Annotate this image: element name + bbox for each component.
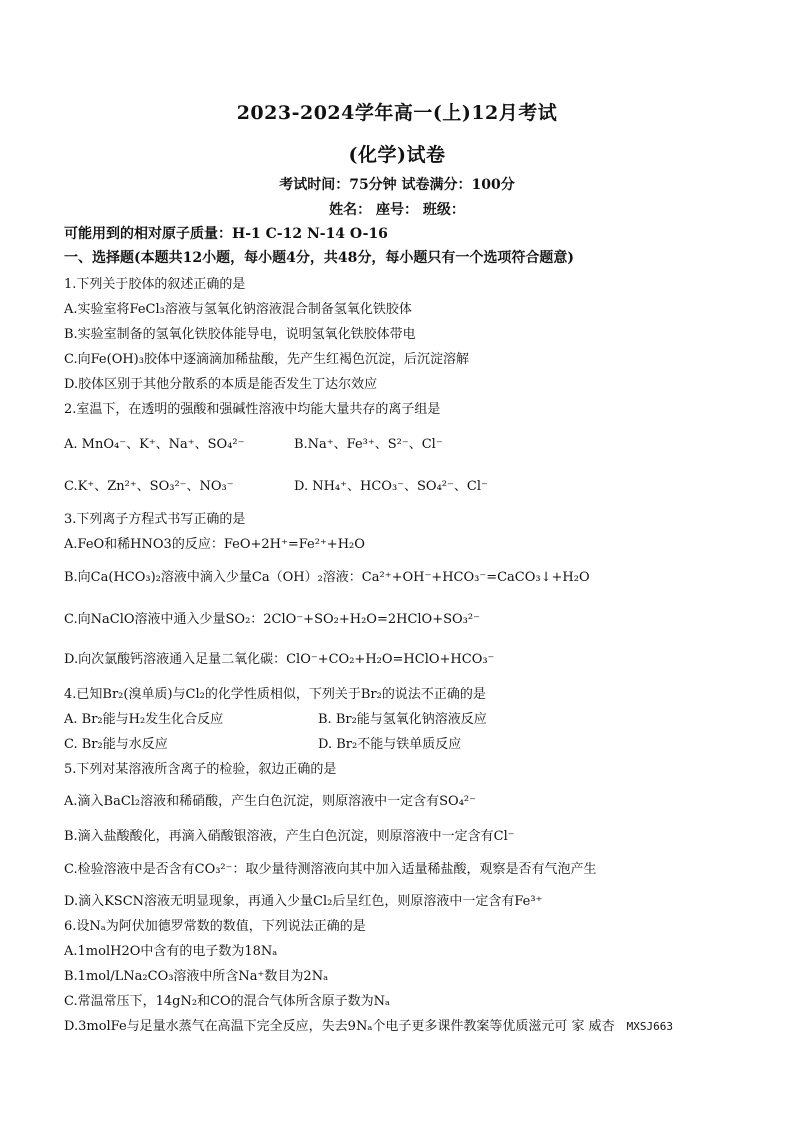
q1-option-a: A.实验室将FeCl₃溶液与氢氧化钠溶液混合制备氢氧化铁胶体 bbox=[64, 302, 412, 317]
q3-stem: 3.下列离子方程式书写正确的是 bbox=[64, 512, 246, 527]
q2-option-b: B.Na⁺、Fe³⁺、S²⁻、Cl⁻ bbox=[294, 437, 443, 452]
q6-option-d: D.3molFe与足量水蒸气在高温下完全反应，失去9Nₐ个电子 bbox=[64, 1019, 412, 1034]
q4-option-b: B. Br₂能与氢氧化钠溶液反应 bbox=[318, 712, 487, 727]
q2-option-c: C.K⁺、Zn²⁺、SO₃²⁻、NO₃⁻ bbox=[64, 479, 234, 494]
q2-option-d: D. NH₄⁺、HCO₃⁻、SO₄²⁻、Cl⁻ bbox=[294, 479, 488, 494]
q6-option-a: A.1molH2O中含有的电子数为18Nₐ bbox=[64, 944, 278, 959]
atomic-mass-line: 可能用到的相对原子质量：H-1 C-12 N-14 O-16 bbox=[64, 226, 388, 242]
q6-option-c: C.常温常压下，14gN₂和CO的混合气体所含原子数为Nₐ bbox=[64, 994, 391, 1009]
student-info: 姓名： 座号： 班级： bbox=[329, 202, 465, 218]
q1-option-c: C.向Fe(OH)₃胶体中逐滴滴加稀盐酸，先产生红褐色沉淀，后沉淀溶解 bbox=[64, 352, 469, 367]
q5-option-a: A.滴入BaCl₂溶液和稀硝酸，产生白色沉淀，则原溶液中一定含有SO₄²⁻ bbox=[64, 794, 476, 809]
q1-option-b: B.实验室制备的氢氧化铁胶体能导电，说明氢氧化铁胶体带电 bbox=[64, 327, 416, 342]
q4-stem: 4.已知Br₂(溴单质)与Cl₂的化学性质相似，下列关于Br₂的说法不正确的是 bbox=[64, 687, 486, 702]
q5-stem: 5.下列对某溶液所含离子的检验，叙边正确的是 bbox=[64, 762, 337, 777]
q5-option-b: B.滴入盐酸酸化，再滴入硝酸银溶液，产生白色沉淀，则原溶液中一定含有Cl⁻ bbox=[64, 829, 515, 844]
q2-option-a: A. MnO₄⁻、K⁺、Na⁺、SO₄²⁻ bbox=[64, 437, 245, 452]
watermark-code: MXSJ663 bbox=[626, 1020, 673, 1033]
q5-option-d: D.滴入KSCN溶液无明显现象，再通入少量Cl₂后呈红色，则原溶液中一定含有Fe³⁺ bbox=[64, 894, 543, 909]
exam-info: 考试时间：75分钟 试卷满分：100分 bbox=[279, 177, 515, 193]
q3-option-a: A.FeO和稀HNO3的反应：FeO+2H⁺=Fe²⁺+H₂O bbox=[64, 537, 365, 552]
q6-option-d-row bbox=[64, 1015, 673, 1034]
exam-subtitle: (化学)试卷 bbox=[348, 144, 446, 166]
q1-stem: 1.下列关于胶体的叙述正确的是 bbox=[64, 277, 246, 292]
section-heading: 一、选择题(本题共12小题，每小题4分，共48分，每小题只有一个选项符合题意) bbox=[64, 250, 574, 266]
q4-option-d: D. Br₂不能与铁单质反应 bbox=[318, 737, 462, 752]
exam-title: 2023-2024学年高一(上)12月考试 bbox=[236, 102, 558, 124]
watermark-text: 更多课件教案等优质滋元可 家 威杏 bbox=[411, 1019, 615, 1034]
q3-option-b: B.向Ca(HCO₃)₂溶液中滴入少量Ca（OH）₂溶液：Ca²⁺+OH⁻+HCO₃⁻=CaCO₃↓+H₂O bbox=[64, 570, 590, 585]
q2-stem: 2.室温下，在透明的强酸和强碱性溶液中均能大量共存的离子组是 bbox=[64, 402, 441, 417]
q3-option-d: D.向次氯酸钙溶液通入足量二氧化碳：ClO⁻+CO₂+H₂O=HClO+HCO₃⁻ bbox=[64, 652, 495, 667]
q6-stem: 6.设Nₐ为阿伏加德罗常数的数值，下列说法正确的是 bbox=[64, 919, 366, 934]
q6-option-b: B.1mol/LNa₂CO₃溶液中所含Na⁺数目为2Nₐ bbox=[64, 969, 329, 984]
q4-option-a: A. Br₂能与H₂发生化合反应 bbox=[64, 712, 224, 727]
q3-option-c: C.向NaClO溶液中通入少量SO₂：2ClO⁻+SO₂+H₂O=2HClO+SO₃²⁻ bbox=[64, 612, 480, 627]
q1-option-d: D.胶体区别于其他分散系的本质是能否发生丁达尔效应 bbox=[64, 377, 378, 392]
q5-option-c: C.检验溶液中是否含有CO₃²⁻：取少量待测溶液向其中加入适量稀盐酸，观察是否有气泡产生 bbox=[64, 862, 597, 877]
q4-option-c: C. Br₂能与水反应 bbox=[64, 737, 168, 752]
